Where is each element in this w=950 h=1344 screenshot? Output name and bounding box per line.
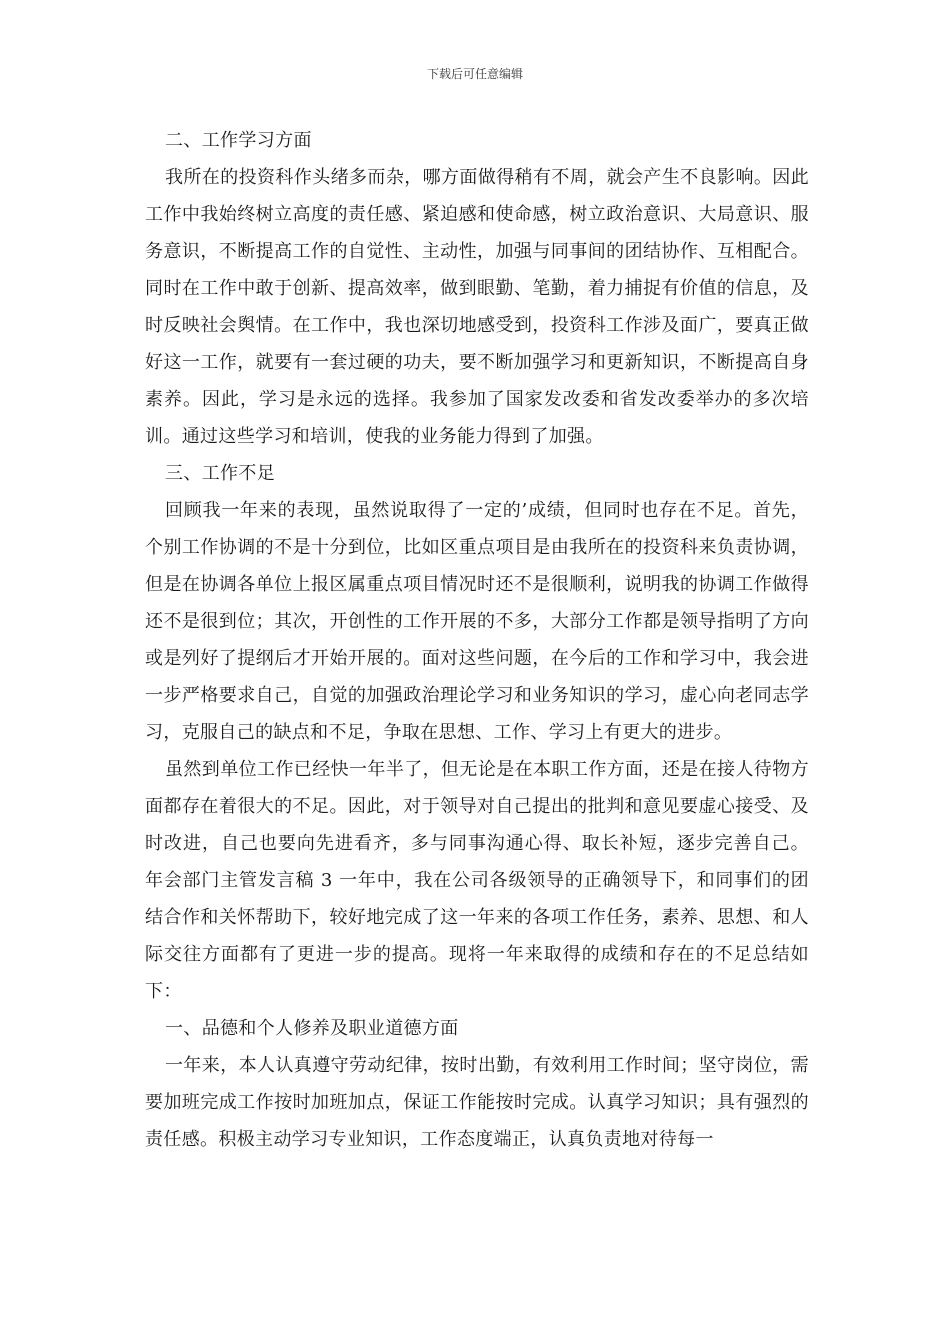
section-heading-shortcomings: 三、工作不足 bbox=[165, 463, 276, 484]
paragraph-work-study: 我所在的投资科作头绪多而杂，哪方面做得稍有不周，就会产生不良影响。因此工作中我始终树立高度的责任感、紧迫感和使命感，树立政治意识、大局意识、服务意识，不断提高工作的自觉性、主动性，加强与同事间的团结协作、互相配合。同时在工作中敢于创新、提高效率，做到眼勤、笔勤，着力捕捉有价值的信息，及时反映社会舆情。在工作中，我也深切地感受到，投资科工作涉及面广，要真正做好这一工作，就要有一套过硬的功夫，要不断加强学习和更新知识，不断提高自身素养。因此，学习是永远的选择。我参加了国家发改委和省发改委举办的多次培训。通过这些学习和培训，使我的业务能力得到了加强。 bbox=[145, 167, 809, 447]
paragraph-ethics: 一年来，本人认真遵守劳动纪律，按时出勤，有效利用工作时间；坚守岗位，需要加班完成工作按时加班加点，保证工作能按时完成。认真学习知识；具有强烈的责任感。积极主动学习专业知识，工作态度端正，认真负责地对待每一 bbox=[145, 1055, 809, 1150]
paragraph-shortcomings: 回顾我一年来的表现，虽然说取得了一定的’成绩，但同时也存在不足。首先，个别工作协调的不是十分到位，比如区重点项目是由我所在的投资科来负责协调，但是在协调各单位上报区属重点项目情况时还不是很顺利，说明我的协调工作做得还不是很到位；其次，开创性的工作开展的不多，大部分工作都是领导指明了方向或是列好了提纲后才开始开展的。面对这些问题，在今后的工作和学习中，我会进一步严格要求自己，自觉的加强政治理论学习和业务知识的学习，虚心向老同志学习，克服自己的缺点和不足，争取在思想、工作、学习上有更大的进步。 bbox=[145, 500, 809, 743]
paragraph-self-improvement: 虽然到单位工作已经快一年半了，但无论是在本职工作方面，还是在接人待物方面都存在着很大的不足。因此，对于领导对自己提出的批判和意见要虚心接受、及时改进，自己也要向先进看齐，多与同事沟通心得、取长补短，逐步完善自己。 年会部门主管发言稿 3 一年中，我在公司各级领导的正确领导下，和同事们的团结合作和关怀帮助下，较好地完成了这一年来的各项工作任务，素养、思想、和人际交往方面都有了更进一步的提高。现将一年来取得的成绩和存在的不足总结如下： bbox=[145, 759, 809, 1002]
section-heading-ethics: 一、品德和个人修养及职业道德方面 bbox=[165, 1018, 459, 1039]
page-header: 下载后可任意编辑 bbox=[426, 67, 523, 81]
section-heading-work-study: 二、工作学习方面 bbox=[165, 130, 312, 151]
document-body bbox=[145, 122, 809, 1158]
